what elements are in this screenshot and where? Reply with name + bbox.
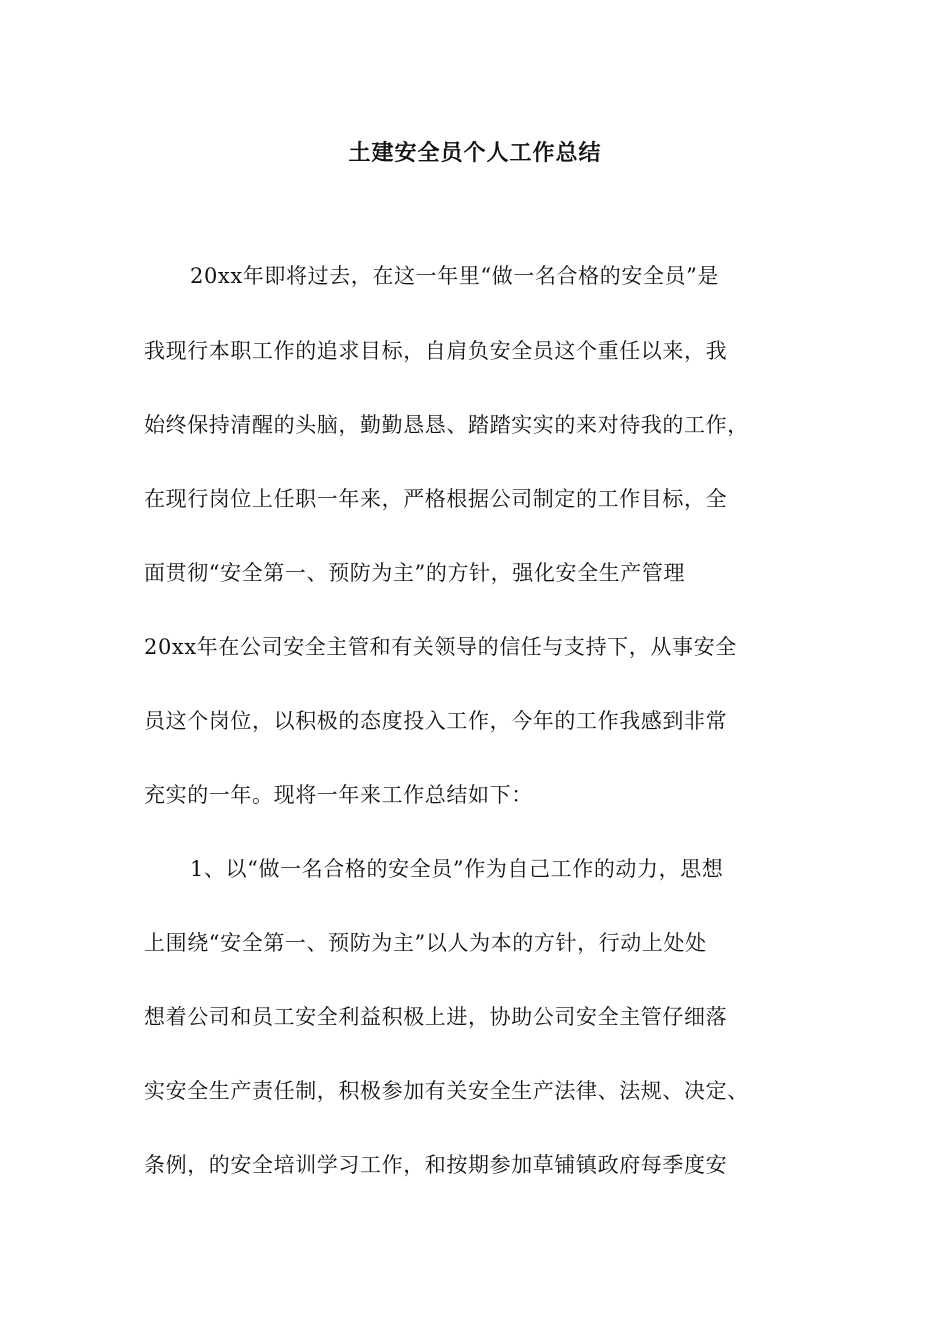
paragraph-line: 20xx年在公司安全主管和有关领导的信任与支持下，从事安全: [144, 635, 737, 659]
paragraph-line: 面贯彻“安全第一、预防为主”的方针，强化安全生产管理: [144, 561, 686, 585]
paragraph-line: 实安全生产责任制，积极参加有关安全生产法律、法规、决定、: [144, 1079, 749, 1103]
paragraph-line: 我现行本职工作的追求目标，自肩负安全员这个重任以来，我: [144, 339, 728, 363]
paragraph-line: 20xx年即将过去，在这一年里“做一名合格的安全员”是: [190, 264, 720, 288]
paragraph-line: 员这个岗位，以积极的态度投入工作，今年的工作我感到非常: [144, 709, 728, 733]
paragraph-line: 充实的一年。现将一年来工作总结如下：: [144, 783, 533, 807]
paragraph-line: 在现行岗位上任职一年来，严格根据公司制定的工作目标，全: [144, 487, 728, 511]
paragraph-line: 上围绕“安全第一、预防为主”以人为本的方针，行动上处处: [144, 931, 707, 955]
paragraph-line: 想着公司和员工安全利益积极上进，协助公司安全主管仔细落: [144, 1005, 728, 1029]
paragraph-line: 条例，的安全培训学习工作，和按期参加草铺镇政府每季度安: [144, 1153, 728, 1177]
document-title: 土建安全员个人工作总结: [348, 140, 602, 166]
paragraph-line: 1、以“做一名合格的安全员”作为自己工作的动力，思想: [190, 857, 724, 881]
paragraph-line: 始终保持清醒的头脑，勤勤恳恳、踏踏实实的来对待我的工作，: [144, 413, 749, 437]
